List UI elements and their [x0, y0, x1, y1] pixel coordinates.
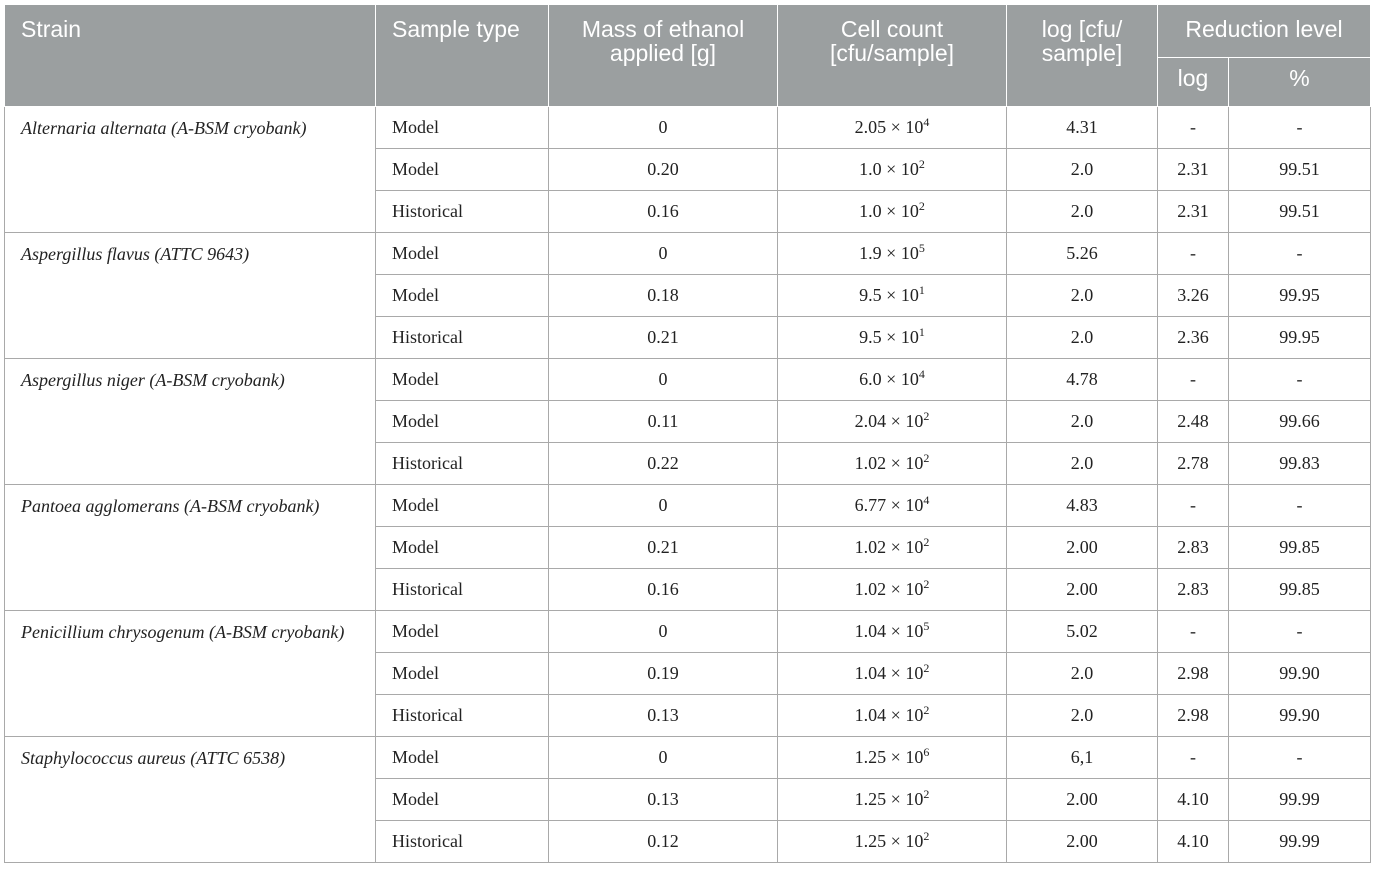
cell-count-exponent: 2 — [923, 409, 930, 423]
cell-count-mantissa: 1.25 × 10 — [854, 831, 924, 851]
reduction-log-cell: - — [1158, 611, 1229, 653]
cell-count-cell — [778, 443, 1007, 485]
header-reduction-pct: % — [1229, 58, 1371, 107]
reduction-pct-cell: 99.51 — [1229, 149, 1371, 191]
log-cfu-cell: 2.0 — [1007, 695, 1158, 737]
cell-count-mantissa: 6.77 × 10 — [854, 495, 924, 515]
table-row — [5, 737, 1371, 779]
cell-count-mantissa: 1.25 × 10 — [854, 747, 924, 767]
sample-type-cell: Historical — [376, 695, 549, 737]
reduction-pct-cell: 99.99 — [1229, 779, 1371, 821]
reduction-log-cell: 2.98 — [1158, 695, 1229, 737]
reduction-log-cell: 4.10 — [1158, 821, 1229, 863]
cell-count-cell — [778, 695, 1007, 737]
reduction-log-cell: 2.83 — [1158, 527, 1229, 569]
log-cfu-cell: 2.00 — [1007, 779, 1158, 821]
cell-count-mantissa: 1.02 × 10 — [854, 537, 924, 557]
sample-type-cell: Model — [376, 149, 549, 191]
header-mass: Mass of ethanol applied [g] — [549, 5, 778, 107]
cell-count-cell — [778, 401, 1007, 443]
reduction-pct-cell: 99.66 — [1229, 401, 1371, 443]
cell-count-exponent: 2 — [923, 451, 930, 465]
mass-cell: 0.16 — [549, 191, 778, 233]
mass-cell: 0.13 — [549, 695, 778, 737]
cell-count-exponent: 2 — [923, 829, 930, 843]
mass-cell: 0.21 — [549, 317, 778, 359]
sample-type-cell: Historical — [376, 443, 549, 485]
mass-cell: 0.22 — [549, 443, 778, 485]
table-row — [5, 611, 1371, 653]
cell-count-mantissa: 1.25 × 10 — [854, 789, 924, 809]
reduction-pct-cell: 99.95 — [1229, 275, 1371, 317]
reduction-pct-cell: - — [1229, 737, 1371, 779]
header-reduction-level: Reduction level — [1158, 5, 1371, 58]
strain-cell: Penicillium chrysogenum (A-BSM cryobank) — [5, 611, 376, 737]
reduction-pct-cell: 99.83 — [1229, 443, 1371, 485]
table-row — [5, 359, 1371, 401]
cell-count-exponent: 6 — [923, 745, 930, 759]
log-cfu-cell: 2.0 — [1007, 443, 1158, 485]
sample-type-cell: Model — [376, 653, 549, 695]
cell-count-mantissa: 2.04 × 10 — [854, 411, 924, 431]
log-cfu-cell: 5.02 — [1007, 611, 1158, 653]
cell-count-mantissa: 2.05 × 10 — [854, 117, 924, 137]
sample-type-cell: Model — [376, 779, 549, 821]
header-reduction-log: log — [1158, 58, 1229, 107]
mass-cell: 0 — [549, 737, 778, 779]
cell-count-exponent: 2 — [923, 535, 930, 549]
log-cfu-cell: 2.0 — [1007, 317, 1158, 359]
cell-count-mantissa: 1.04 × 10 — [854, 705, 924, 725]
mass-cell: 0.16 — [549, 569, 778, 611]
reduction-log-cell: 2.83 — [1158, 569, 1229, 611]
reduction-log-cell: 2.31 — [1158, 191, 1229, 233]
cell-count-exponent: 2 — [918, 199, 925, 213]
reduction-pct-cell: - — [1229, 233, 1371, 275]
log-cfu-cell: 2.0 — [1007, 653, 1158, 695]
cell-count-cell — [778, 275, 1007, 317]
reduction-pct-cell: - — [1229, 611, 1371, 653]
sample-type-cell: Model — [376, 485, 549, 527]
log-cfu-cell: 4.83 — [1007, 485, 1158, 527]
strain-cell: Alternaria alternata (A-BSM cryobank) — [5, 107, 376, 233]
reduction-log-cell: - — [1158, 359, 1229, 401]
log-cfu-cell: 2.0 — [1007, 401, 1158, 443]
strain-cell: Staphylococcus aureus (ATTC 6538) — [5, 737, 376, 863]
log-cfu-cell: 2.0 — [1007, 191, 1158, 233]
cell-count-mantissa: 1.04 × 10 — [854, 621, 924, 641]
reduction-pct-cell: 99.51 — [1229, 191, 1371, 233]
mass-cell: 0.19 — [549, 653, 778, 695]
reduction-log-cell: - — [1158, 737, 1229, 779]
strain-cell: Pantoea agglomerans (A-BSM cryobank) — [5, 485, 376, 611]
reduction-log-cell: 4.10 — [1158, 779, 1229, 821]
sample-type-cell: Historical — [376, 821, 549, 863]
sample-type-cell: Historical — [376, 317, 549, 359]
cell-count-exponent: 5 — [918, 241, 925, 255]
reduction-pct-cell: 99.90 — [1229, 653, 1371, 695]
reduction-pct-cell: 99.85 — [1229, 569, 1371, 611]
mass-cell: 0 — [549, 107, 778, 149]
reduction-pct-cell: 99.90 — [1229, 695, 1371, 737]
reduction-log-cell: 3.26 — [1158, 275, 1229, 317]
cell-count-cell — [778, 317, 1007, 359]
table-row — [5, 107, 1371, 149]
table-row — [5, 233, 1371, 275]
cell-count-cell — [778, 233, 1007, 275]
reduction-pct-cell: - — [1229, 485, 1371, 527]
mass-cell: 0.11 — [549, 401, 778, 443]
mass-cell: 0.18 — [549, 275, 778, 317]
log-cfu-cell: 2.00 — [1007, 527, 1158, 569]
cell-count-exponent: 2 — [923, 703, 930, 717]
cell-count-cell — [778, 779, 1007, 821]
strain-cell: Aspergillus flavus (ATTC 9643) — [5, 233, 376, 359]
reduction-pct-cell: 99.95 — [1229, 317, 1371, 359]
mass-cell: 0.13 — [549, 779, 778, 821]
cell-count-cell — [778, 485, 1007, 527]
header-log-cfu: log [cfu/ sample] — [1007, 5, 1158, 107]
mass-cell: 0.12 — [549, 821, 778, 863]
cell-count-exponent: 4 — [923, 115, 930, 129]
log-cfu-cell: 5.26 — [1007, 233, 1158, 275]
mass-cell: 0.21 — [549, 527, 778, 569]
sample-type-cell: Model — [376, 611, 549, 653]
reduction-log-cell: 2.78 — [1158, 443, 1229, 485]
mass-cell: 0.20 — [549, 149, 778, 191]
reduction-log-cell: - — [1158, 485, 1229, 527]
reduction-pct-cell: 99.85 — [1229, 527, 1371, 569]
cell-count-cell — [778, 359, 1007, 401]
cell-count-exponent: 2 — [923, 787, 930, 801]
cell-count-mantissa: 9.5 × 10 — [859, 327, 919, 347]
cell-count-mantissa: 1.02 × 10 — [854, 453, 924, 473]
cell-count-mantissa: 1.04 × 10 — [854, 663, 924, 683]
log-cfu-cell: 6,1 — [1007, 737, 1158, 779]
cell-count-cell — [778, 821, 1007, 863]
mass-cell: 0 — [549, 233, 778, 275]
strain-cell: Aspergillus niger (A-BSM cryobank) — [5, 359, 376, 485]
cell-count-exponent: 2 — [923, 577, 930, 591]
log-cfu-cell: 2.00 — [1007, 569, 1158, 611]
cell-count-cell — [778, 149, 1007, 191]
sample-type-cell: Historical — [376, 569, 549, 611]
log-cfu-cell: 4.31 — [1007, 107, 1158, 149]
results-table — [4, 4, 1371, 863]
cell-count-cell — [778, 191, 1007, 233]
cell-count-cell — [778, 653, 1007, 695]
reduction-pct-cell: 99.99 — [1229, 821, 1371, 863]
cell-count-exponent: 1 — [918, 283, 925, 297]
log-cfu-cell: 2.0 — [1007, 275, 1158, 317]
log-cfu-cell: 4.78 — [1007, 359, 1158, 401]
table-row — [5, 485, 1371, 527]
cell-count-mantissa: 6.0 × 10 — [859, 369, 919, 389]
sample-type-cell: Model — [376, 359, 549, 401]
sample-type-cell: Model — [376, 275, 549, 317]
header-cell-count: Cell count [cfu/sample] — [778, 5, 1007, 107]
sample-type-cell: Model — [376, 107, 549, 149]
sample-type-cell: Model — [376, 401, 549, 443]
reduction-log-cell: 2.36 — [1158, 317, 1229, 359]
reduction-log-cell: - — [1158, 107, 1229, 149]
sample-type-cell: Historical — [376, 191, 549, 233]
cell-count-exponent: 4 — [923, 493, 930, 507]
reduction-log-cell: 2.48 — [1158, 401, 1229, 443]
log-cfu-cell: 2.0 — [1007, 149, 1158, 191]
cell-count-exponent: 2 — [923, 661, 930, 675]
cell-count-cell — [778, 107, 1007, 149]
mass-cell: 0 — [549, 359, 778, 401]
cell-count-mantissa: 9.5 × 10 — [859, 285, 919, 305]
cell-count-mantissa: 1.9 × 10 — [859, 243, 919, 263]
reduction-log-cell: 2.31 — [1158, 149, 1229, 191]
cell-count-mantissa: 1.02 × 10 — [854, 579, 924, 599]
sample-type-cell: Model — [376, 527, 549, 569]
mass-cell: 0 — [549, 611, 778, 653]
cell-count-exponent: 5 — [923, 619, 930, 633]
sample-type-cell: Model — [376, 233, 549, 275]
log-cfu-cell: 2.00 — [1007, 821, 1158, 863]
cell-count-cell — [778, 527, 1007, 569]
header-sample-type: Sample type — [376, 5, 549, 107]
cell-count-mantissa: 1.0 × 10 — [859, 159, 919, 179]
table-body — [5, 107, 1371, 863]
reduction-log-cell: - — [1158, 233, 1229, 275]
reduction-pct-cell: - — [1229, 107, 1371, 149]
cell-count-cell — [778, 737, 1007, 779]
header-strain: Strain — [5, 5, 376, 107]
sample-type-cell: Model — [376, 737, 549, 779]
cell-count-cell — [778, 569, 1007, 611]
mass-cell: 0 — [549, 485, 778, 527]
reduction-log-cell: 2.98 — [1158, 653, 1229, 695]
reduction-pct-cell: - — [1229, 359, 1371, 401]
cell-count-exponent: 4 — [918, 367, 925, 381]
cell-count-exponent: 2 — [918, 157, 925, 171]
cell-count-exponent: 1 — [918, 325, 925, 339]
cell-count-cell — [778, 611, 1007, 653]
table-header — [5, 5, 1371, 107]
cell-count-mantissa: 1.0 × 10 — [859, 201, 919, 221]
